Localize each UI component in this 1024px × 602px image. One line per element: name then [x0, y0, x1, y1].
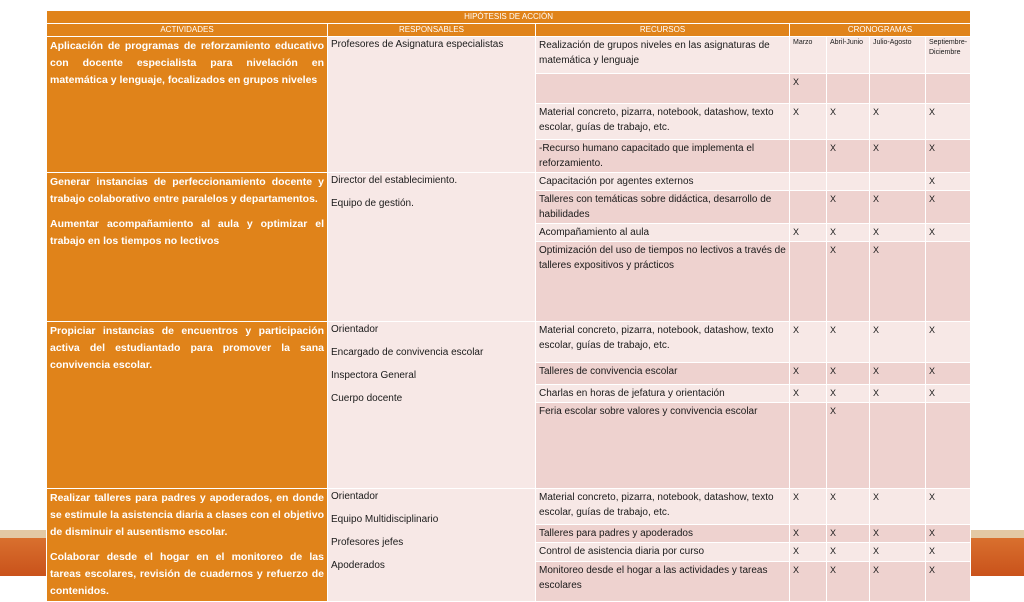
- activity-cell: [47, 173, 328, 322]
- schedule-mark: X: [926, 525, 971, 543]
- resource-cell: Material concreto, pizarra, notebook, datashow, texto escolar, guías de trabajo, etc.: [536, 322, 790, 363]
- resource-cell: Talleres para padres y apoderados: [536, 525, 790, 543]
- schedule-mark: [827, 173, 870, 191]
- responsable-text: Orientador: [331, 491, 379, 502]
- schedule-mark: X: [790, 104, 827, 140]
- table-row: [47, 322, 971, 363]
- schedule-mark: X: [827, 561, 870, 601]
- activity-text: Propiciar instancias de encuentros y participación activa del estudiantado para promover la sana convivencia escolar.: [50, 325, 324, 371]
- resource-cell: Material concreto, pizarra, notebook, datashow, texto escolar, guías de trabajo, etc.: [536, 489, 790, 525]
- resource-cell: Feria escolar sobre valores y convivencia escolar: [536, 403, 790, 489]
- resource-cell: Material concreto, pizarra, notebook, datashow, texto escolar, guías de trabajo, etc.: [536, 104, 790, 140]
- schedule-mark: X: [827, 224, 870, 242]
- schedule-mark: X: [827, 489, 870, 525]
- schedule-mark: [827, 74, 870, 104]
- schedule-mark: X: [926, 385, 971, 403]
- schedule-mark: X: [926, 191, 971, 224]
- schedule-mark: [870, 74, 926, 104]
- responsable-text: Encargado de convivencia escolar: [331, 347, 484, 358]
- schedule-mark: X: [827, 191, 870, 224]
- schedule-mark: X: [926, 322, 971, 363]
- table-row: [47, 173, 971, 191]
- schedule-mark: X: [827, 363, 870, 385]
- schedule-mark: X: [827, 543, 870, 561]
- month-header: Abril-Junio: [827, 37, 870, 74]
- responsables-cell: [328, 322, 536, 489]
- schedule-mark: X: [870, 242, 926, 322]
- schedule-mark: [790, 173, 827, 191]
- decorative-corner-right: [970, 530, 1024, 576]
- schedule-mark: X: [790, 385, 827, 403]
- responsable-text: Profesores de Asignatura especialistas: [331, 39, 504, 50]
- schedule-mark: X: [870, 543, 926, 561]
- activity-text: Generar instancias de perfeccionamiento docente y trabajo colaborativo entre paralelos y departamentos.: [50, 176, 324, 205]
- table-row: [47, 489, 971, 525]
- schedule-mark: X: [926, 363, 971, 385]
- header-cronogramas: CRONOGRAMAS: [790, 24, 971, 37]
- schedule-mark: X: [926, 561, 971, 601]
- table-title: HIPÓTESIS DE ACCIÓN: [47, 11, 971, 24]
- decorative-corner-left: [0, 530, 46, 576]
- resource-cell: Talleres de convivencia escolar: [536, 363, 790, 385]
- resource-cell: Acompañamiento al aula: [536, 224, 790, 242]
- schedule-mark: X: [870, 322, 926, 363]
- responsable-text: Orientador: [331, 324, 379, 335]
- schedule-mark: X: [827, 104, 870, 140]
- resource-cell: Capacitación por agentes externos: [536, 173, 790, 191]
- action-plan-table: [46, 10, 971, 602]
- schedule-mark: X: [926, 173, 971, 191]
- responsables-cell: [328, 37, 536, 173]
- schedule-mark: [926, 403, 971, 489]
- responsables-cell: [328, 489, 536, 602]
- schedule-mark: X: [790, 322, 827, 363]
- schedule-mark: X: [827, 525, 870, 543]
- responsables-cell: [328, 173, 536, 322]
- schedule-mark: X: [827, 140, 870, 173]
- schedule-mark: X: [926, 489, 971, 525]
- schedule-mark: X: [926, 140, 971, 173]
- schedule-mark: [926, 242, 971, 322]
- schedule-mark: X: [870, 525, 926, 543]
- schedule-mark: X: [827, 403, 870, 489]
- month-header: Septiembre-Diciembre: [926, 37, 971, 74]
- activity-text: Aplicación de programas de reforzamiento educativo con docente especialista para nivelación en matemática y lenguaje, focalizados en grupos niveles: [50, 40, 324, 86]
- responsable-text: Apoderados: [331, 560, 385, 571]
- schedule-mark: [870, 403, 926, 489]
- resource-cell: Control de asistencia diaria por curso: [536, 543, 790, 561]
- responsable-text: Cuerpo docente: [331, 393, 403, 404]
- schedule-mark: X: [926, 543, 971, 561]
- schedule-mark: X: [870, 140, 926, 173]
- schedule-mark: X: [870, 561, 926, 601]
- schedule-mark: X: [870, 385, 926, 403]
- responsable-text: Inspectora General: [331, 370, 417, 381]
- schedule-mark: X: [827, 242, 870, 322]
- activity-cell: [47, 37, 328, 173]
- resource-cell: Monitoreo desde el hogar a las actividades y tareas escolares: [536, 561, 790, 601]
- schedule-mark: [790, 140, 827, 173]
- schedule-mark: [870, 173, 926, 191]
- schedule-mark: X: [790, 363, 827, 385]
- responsable-text: Equipo de gestión.: [331, 198, 414, 209]
- resource-cell: Optimización del uso de tiempos no lectivos a través de talleres expositivos y prácticos: [536, 242, 790, 322]
- schedule-mark: [790, 403, 827, 489]
- responsable-text: Profesores jefes: [331, 537, 404, 548]
- resource-cell: Charlas en horas de jefatura y orientación: [536, 385, 790, 403]
- activity-cell: [47, 322, 328, 489]
- schedule-mark: X: [790, 224, 827, 242]
- schedule-mark: X: [926, 224, 971, 242]
- schedule-mark: X: [870, 489, 926, 525]
- schedule-mark: X: [827, 322, 870, 363]
- schedule-mark: [790, 191, 827, 224]
- schedule-mark: [926, 74, 971, 104]
- activity-cell: [47, 489, 328, 602]
- resource-cell: Realización de grupos niveles en las asignaturas de matemática y lenguaje: [536, 37, 790, 74]
- table-row: [47, 37, 971, 74]
- month-header: Marzo: [790, 37, 827, 74]
- responsable-text: Equipo Multidisciplinario: [331, 514, 439, 525]
- activity-text: Aumentar acompañamiento al aula y optimizar el trabajo en los tiempos no lectivos: [50, 218, 324, 247]
- schedule-mark: X: [790, 543, 827, 561]
- schedule-mark: X: [870, 363, 926, 385]
- header-recursos: RECURSOS: [536, 24, 790, 37]
- resource-cell: Talleres con temáticas sobre didáctica, desarrollo de habilidades: [536, 191, 790, 224]
- activity-text: Realizar talleres para padres y apoderados, en donde se estimule la asistencia diaria a clases con el objetivo de disminuir el ausentismo escolar.: [50, 492, 324, 538]
- schedule-mark: X: [870, 224, 926, 242]
- resource-cell: [536, 74, 790, 104]
- schedule-mark: X: [790, 74, 827, 104]
- month-header: Julio-Agosto: [870, 37, 926, 74]
- schedule-mark: X: [790, 561, 827, 601]
- activity-text: Colaborar desde el hogar en el monitoreo de las tareas escolares, revisión de cuadernos y refuerzo de contenidos.: [50, 551, 324, 597]
- schedule-mark: X: [790, 489, 827, 525]
- schedule-mark: X: [827, 385, 870, 403]
- schedule-mark: X: [870, 104, 926, 140]
- schedule-mark: X: [790, 525, 827, 543]
- schedule-mark: [790, 242, 827, 322]
- schedule-mark: X: [870, 191, 926, 224]
- schedule-mark: X: [926, 104, 971, 140]
- header-actividades: ACTIVIDADES: [47, 24, 328, 37]
- resource-cell: -Recurso humano capacitado que implementa el reforzamiento.: [536, 140, 790, 173]
- responsable-text: Director del establecimiento.: [331, 175, 458, 186]
- header-responsables: RESPONSABLES: [328, 24, 536, 37]
